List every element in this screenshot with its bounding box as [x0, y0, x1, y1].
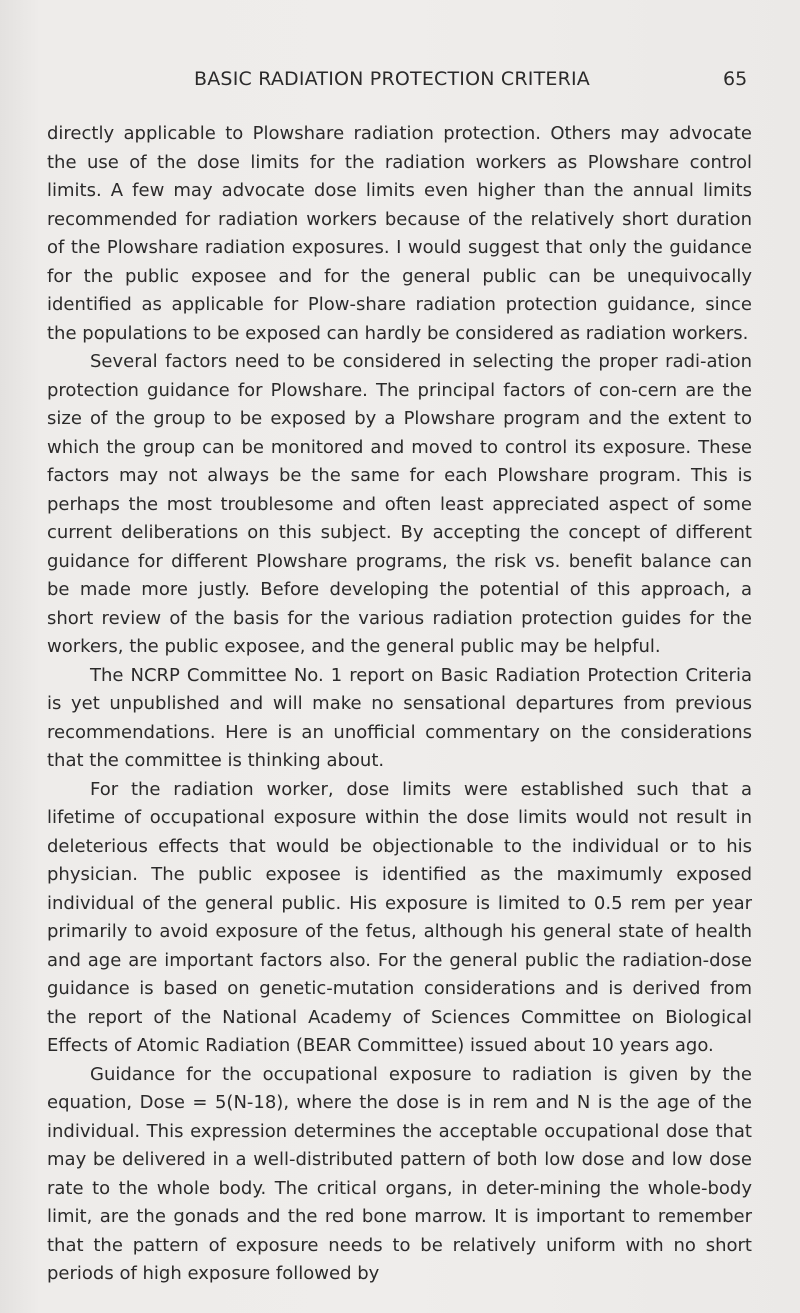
paragraph: Several factors need to be considered in selecting the proper radi-ation protection guidance for Plowshare. The principal factors of con-cern are the size of the group to be exposed by a Plowshare program and the extent to which the group can be monitored and moved to control its exposure. These factors may not always be the same for each Plowshare program. This is perhaps the most troublesome and often least appreciated aspect of some current deliberations on this subject. By accepting the concept of different guidance for different Plowshare programs, the risk vs. benefit balance can be made more justly. Before developing the potential of this approach, a short review of the basis for the various radiation protection guides for the workers, the public exposee, and the general public may be helpful. — [47, 351, 752, 657]
running-head: BASIC RADIATION PROTECTION CRITERIA — [194, 68, 590, 90]
paragraph: Guidance for the occupational exposure to radiation is given by the equation, Dose = 5(N-18), where the dose is in rem and N is the age of the individual. This expression determines the acceptable occupational dose that may be delivered in a well-distributed pattern of both low dose and low dose rate to the whole body. The critical organs, in deter-mining the whole-body limit, are the gonads and the red bone marrow. It is important to remember that the pattern of exposure needs to be relatively uniform with no short periods of high exposure followed by — [47, 1063, 752, 1284]
page-header — [0, 68, 800, 98]
paragraph: The NCRP Committee No. 1 report on Basic Radiation Protection Criteria is yet unpublished and will make no sensational departures from previous recommendations. Here is an unofficial commentary on the considerations that the committee is thinking about. — [47, 664, 752, 771]
body-text — [47, 120, 752, 1289]
paragraph: For the radiation worker, dose limits were established such that a lifetime of occupational exposure within the dose limits would not result in deleterious effects that would be objectionable to the individual or to his physician. The public exposee is identified as the maximumly exposed individual of the general public. His exposure is limited to 0.5 rem per year primarily to avoid exposure of the fetus, although his general state of health and age are important factors also. For the general public the radiation-dose guidance is based on genetic-mutation considerations and is derived from the report of the National Academy of Sciences Committee on Biological Effects of Atomic Radiation (BEAR Committee) issued about 10 years ago. — [47, 778, 752, 1056]
paragraph-continued: directly applicable to Plowshare radiation protection. Others may advocate the use of the dose limits for the radiation workers as Plowshare control limits. A few may advocate dose limits even higher than the annual limits recommended for radiation workers because of the relatively short duration of the Plowshare radiation exposures. I would suggest that only the guidance for the public exposee and for the general public can be unequivocally identified as applicable for Plow-share radiation protection guidance, since the populations to be exposed can hardly be considered as radiation workers. — [47, 123, 752, 344]
page-number: 65 — [723, 68, 748, 90]
